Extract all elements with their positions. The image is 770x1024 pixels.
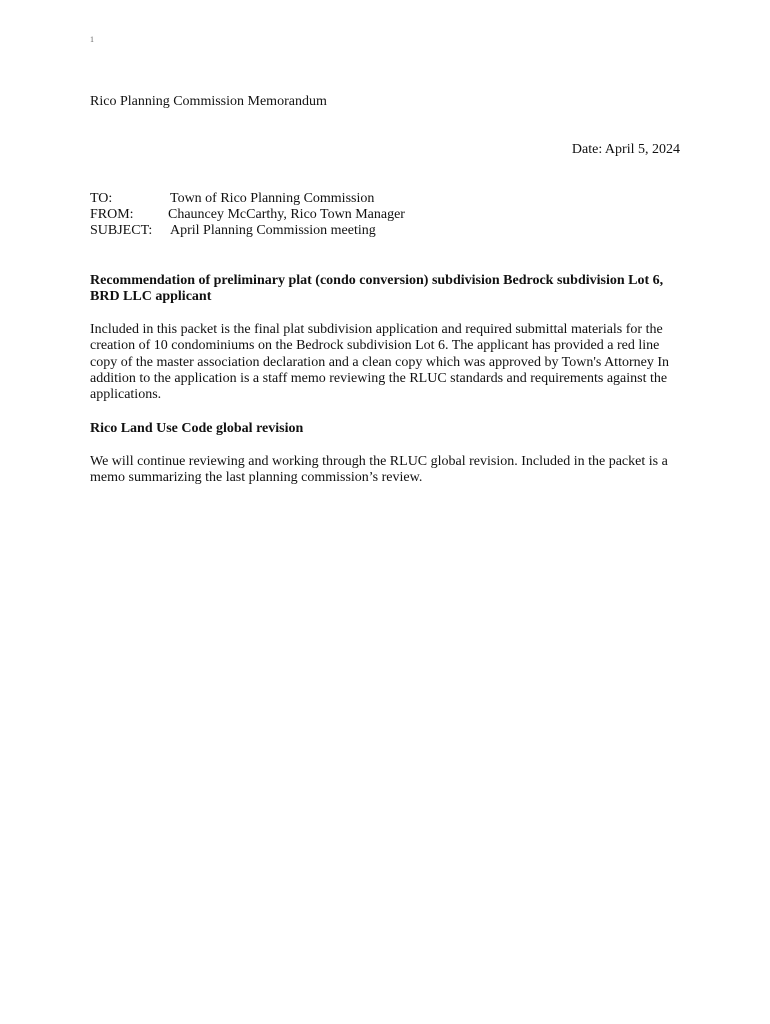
header-to-row <box>90 191 405 207</box>
section-heading-plat-recommendation: Recommendation of preliminary plat (condo conversion) subdivision Bedrock subdivision Lot 6, BRD LLC applicant <box>90 273 664 305</box>
section-heading-land-use-code: Rico Land Use Code global revision <box>90 421 304 436</box>
to-label: TO: <box>90 191 113 206</box>
memo-date: Date: April 5, 2024 <box>571 142 680 157</box>
header-subject-row <box>90 223 405 239</box>
memo-title: Rico Planning Commission Memorandum <box>90 94 327 109</box>
subject-label: SUBJECT: <box>90 223 153 238</box>
from-label: FROM: <box>90 207 134 222</box>
to-value: Town of Rico Planning Commission <box>170 191 375 206</box>
subject-value: April Planning Commission meeting <box>170 223 376 238</box>
section-body-plat-recommendation: Included in this packet is the final plat subdivision application and required submittal materials for the creation of 10 condominiums on the Bedrock subdivision Lot 6. The applicant has provided a red line copy of the master association declaration and a clean copy which was approved by Town's Attorney In addition to the application is a staff memo reviewing the RLUC standards and requirements against the applications. <box>90 322 669 403</box>
memo-header <box>90 191 405 239</box>
section-body-land-use-code: We will continue reviewing and working through the RLUC global revision. Included in the packet is a memo summarizing the last planning commission’s review. <box>90 454 668 486</box>
from-value: Chauncey McCarthy, Rico Town Manager <box>168 207 405 222</box>
page-number: 1 <box>90 35 94 44</box>
header-from-row <box>90 207 405 223</box>
